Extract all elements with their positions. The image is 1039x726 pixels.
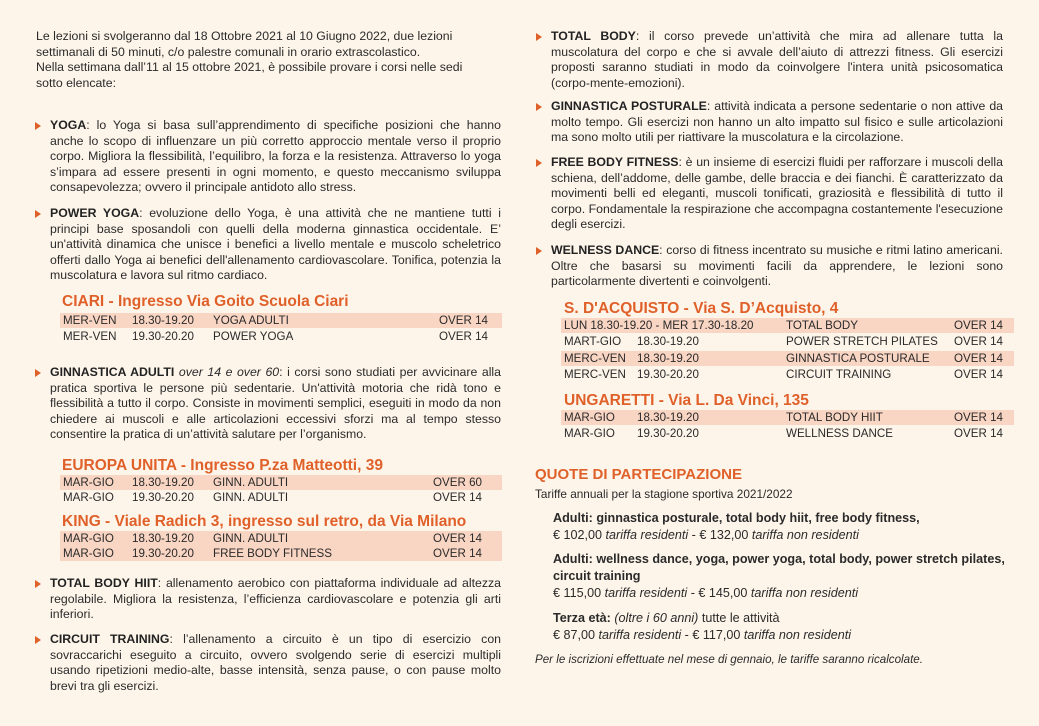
course-yoga xyxy=(35,118,501,196)
quote-subtitle: Tariffe annuali per la stagione sportiva 2021/2022 xyxy=(535,487,793,501)
course-description: : attività indicata a persone sedentarie o non attive da molto tempo. Gli esercizi non hanno un alto impatto sul fisico e sulle articolazioni ma sono molto utili per riattivare la muscolatura e la circolazione. xyxy=(551,99,1003,145)
quote-prices: € 102,00 tariffa residenti - € 132,00 tariffa non residenti xyxy=(553,528,859,542)
venue-title-acquisto: S. D'ACQUISTO - Via S. D’Acquisto, 4 xyxy=(564,300,839,317)
quote-prices: € 87,00 tariffa residenti - € 117,00 tariffa non residenti xyxy=(553,628,852,642)
schedule-row: LUN 18.30-19.20 - MER 17.30-18.20 TOTAL BODY OVER 14 xyxy=(561,318,1014,333)
schedule-row: MAR-GIO 19.30-20.20 GINN. ADULTI OVER 14 xyxy=(63,491,482,504)
intro-line: sotto elencate: xyxy=(36,75,116,90)
course-age: over 14 e over 60 xyxy=(174,365,280,379)
bullet-arrow-icon xyxy=(536,33,542,41)
schedule-row: MAR-GIO 18.30-19.20 TOTAL BODY HIIT OVER 14 xyxy=(561,410,1014,425)
course-name: FREE BODY FITNESS xyxy=(551,155,679,169)
intro-line: Nella settimana dall’11 al 15 ottobre 2021, è possibile provare i corsi nelle sedi xyxy=(36,60,463,75)
course-name: TOTAL BODY HIIT xyxy=(50,576,158,590)
bullet-arrow-icon xyxy=(35,369,41,377)
bullet-arrow-icon xyxy=(35,580,41,588)
schedule-row: MAR-GIO 18.30-19.20 GINN. ADULTI OVER 14 xyxy=(60,531,502,546)
intro-line: settimanali di 50 minuti, c/o palestre comunali in orario extrascolastico. xyxy=(36,44,421,59)
course-name: GINNASTICA ADULTI xyxy=(50,365,175,379)
course-wellness-dance xyxy=(536,243,1003,290)
venue-title-europa: EUROPA UNITA - Ingresso P.za Matteotti, 39 xyxy=(62,457,383,474)
bullet-arrow-icon xyxy=(35,636,41,644)
course-power-yoga xyxy=(35,206,501,284)
venue-title-king: KING - Viale Radich 3, ingresso sul retro, da Via Milano xyxy=(62,513,467,530)
course-description: : corso di fitness incentrato su musiche e ritmi latino americani. Oltre che basarsi su movimenti facili da apprendere, le lezioni sono particolarmente divertenti e coinvolgenti. xyxy=(551,243,1003,289)
intro xyxy=(36,29,506,91)
course-name: CIRCUIT TRAINING xyxy=(50,632,170,646)
bullet-arrow-icon xyxy=(35,210,41,218)
venue-title-ungaretti: UNGARETTI - Via L. Da Vinci, 135 xyxy=(564,392,809,409)
course-total-body xyxy=(536,29,1003,91)
course-description: : il corso prevede un’attività che mira ad allenare tutta la muscolatura del corpo e che si avvale dell’aiuto di attrezzi fitness. Gli esercizi proposti saranno studiati in modo da coinvolgere l'intera unità psicosomatica (corpo-mente-emozioni). xyxy=(551,29,1003,90)
course-total-body-hiit xyxy=(35,576,501,623)
bullet-arrow-icon xyxy=(35,122,41,130)
bullet-arrow-icon xyxy=(536,247,542,255)
course-description: : allenamento aerobico con piattaforma individuale ad altezza regolabile. Migliora la resistenza, l’efficienza cardiovascolare e potenzia gli arti inferiori. xyxy=(50,576,501,622)
quote-category: Adulti: wellness dance, yoga, power yoga, total body, power stretch pilates, circuit training xyxy=(553,552,1005,583)
course-description: : lo Yoga si basa sull’apprendimento di specifiche posizioni che hanno anche lo scopo di influenzare un più corretto approccio mentale verso il proprio corpo. Migliora la flessibilità, l’equilibro, la forza e la resistenza. Attraverso lo yoga s’impara ad essere presenti in ogni momento, e questo meccanismo sviluppa consapevolezza; ovvero il principale antidoto allo stress. xyxy=(50,118,501,195)
course-circuit-training xyxy=(35,632,501,694)
bullet-arrow-icon xyxy=(536,159,542,167)
course-description: : evoluzione dello Yoga, è una attività che ne mantiene tutti i principi base sposandoli con quelli della moderna ginnastica occidentale. E’ un'attività dinamica che unisce i benefici a livello mentale e muscolo scheletrico offerti dallo Yoga ai benefici dell'allenamento cardiovascolare. Tonifica, potenzia la muscolatura e lavora sul ritmo cardiaco. xyxy=(50,206,501,283)
quote-note: Per le iscrizioni effettuate nel mese di gennaio, le tariffe saranno ricalcolate. xyxy=(535,653,923,666)
quote-category: Terza età: (oltre i 60 anni) tutte le attività xyxy=(553,611,780,625)
schedule-row: MERC-VEN 19.30-20.20 CIRCUIT TRAINING OVER 14 xyxy=(564,368,1003,381)
quote-adulti-b xyxy=(553,551,1008,602)
course-description: : i corsi sono studiati per avvicinare alla pratica sportiva le persone più sedentarie. Un'attività motoria che ridà tono e flessibilità a tutto il corpo. Consiste in movimenti semplici, eseguiti in modo da non chiedere ai muscoli e alle articolazioni eccessivi sforzi ma al tempo stesso consentire la pratica di un’attività salutare per l’organismo. xyxy=(50,365,501,442)
course-description: : è un insieme di esercizi fluidi per rafforzare i muscoli della schiena, dell’addome, delle gambe, delle braccia e dei fianchi. È caratterizzato da movimenti belli ed eleganti, muscoli tonificati, graziosità e flessibilità di tutto il corpo. Fondamentale la respirazione che accompagna costantemente l'esecuzione degli esercizi. xyxy=(551,155,1003,232)
schedule-row: MER-VEN 19.30-20.20 POWER YOGA OVER 14 xyxy=(63,330,488,343)
schedule-row: MER-VEN 18.30-19.20 YOGA ADULTI OVER 14 xyxy=(60,313,502,328)
course-ginnastica-adulti xyxy=(35,365,501,443)
schedule-row: MART-GIO 18.30-19.20 POWER STRETCH PILATES OVER 14 xyxy=(564,335,1003,348)
course-name: GINNASTICA POSTURALE xyxy=(551,99,707,113)
quote-adulti-a xyxy=(553,510,1003,544)
quote-prices: € 115,00 tariffa residenti - € 145,00 tariffa non residenti xyxy=(553,586,859,600)
course-name: POWER YOGA xyxy=(50,206,140,220)
schedule-row: MAR-GIO 18.30-19.20 GINN. ADULTI OVER 60 xyxy=(60,475,502,490)
course-name: YOGA xyxy=(50,118,87,132)
bullet-arrow-icon xyxy=(536,103,542,111)
schedule-row: MERC-VEN 18.30-19.20 GINNASTICA POSTURALE OVER 14 xyxy=(561,351,1014,366)
course-name: TOTAL BODY xyxy=(551,29,636,43)
course-free-body-fitness xyxy=(536,155,1003,233)
schedule-row: MAR-GIO 19.30-20.20 FREE BODY FITNESS OVER 14 xyxy=(60,546,502,561)
quote-terza-eta xyxy=(553,610,1003,644)
schedule-row: MAR-GIO 19.30-20.20 WELLNESS DANCE OVER 14 xyxy=(564,427,1003,440)
course-ginnastica-posturale xyxy=(536,99,1003,146)
quote-category: Adulti: ginnastica posturale, total body hiit, free body fitness, xyxy=(553,511,920,525)
venue-title-ciari: CIARI - Ingresso Via Goito Scuola Ciari xyxy=(62,293,349,310)
course-description: : l’allenamento a circuito è un tipo di esercizio con sovraccarichi eseguito a circuito, ovvero svolgendo serie di esercizi multipli usando ripetizioni medio-alte, basse intensità, senza pause, o con pause molto brevi tra gli esercizi. xyxy=(50,632,501,693)
quote-title: QUOTE DI PARTECIPAZIONE xyxy=(535,466,742,483)
intro-line: Le lezioni si svolgeranno dal 18 Ottobre 2021 al 10 Giugno 2022, due lezioni xyxy=(36,29,453,43)
course-name: WELNESS DANCE xyxy=(551,243,660,257)
